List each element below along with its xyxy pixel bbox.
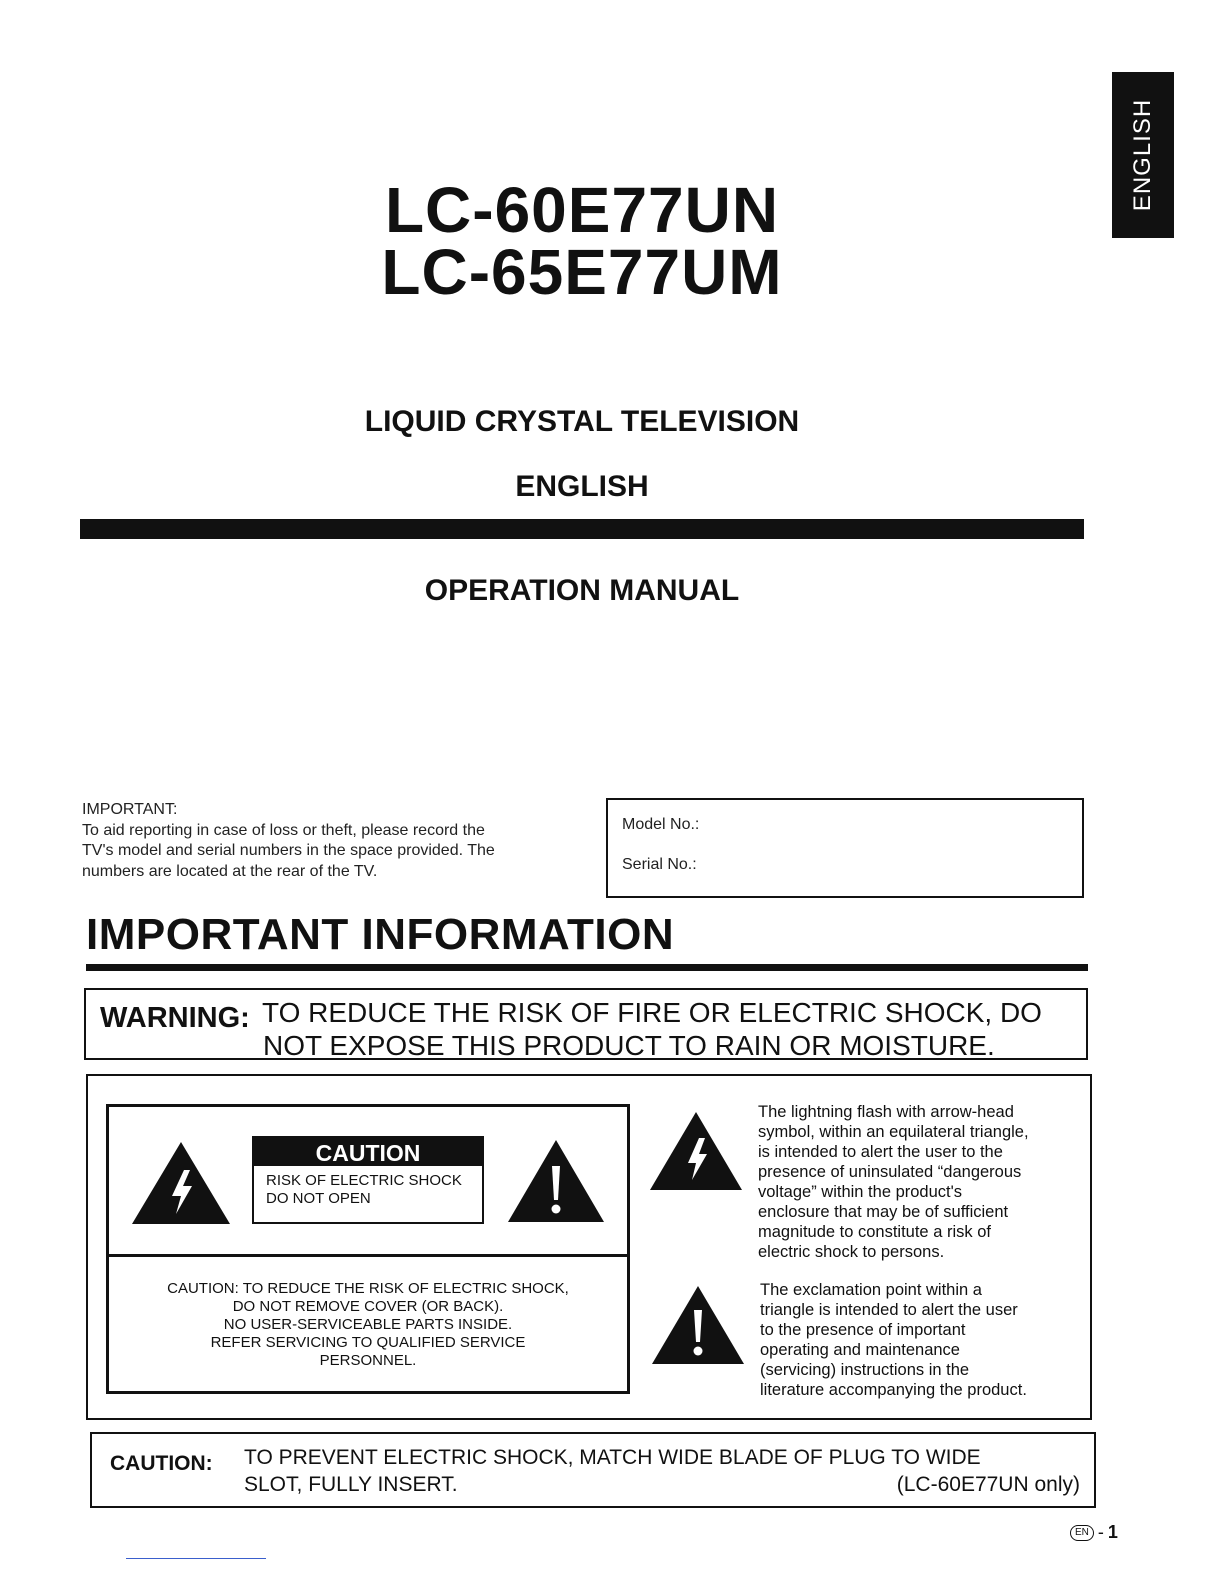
page-number-value: 1 (1107, 1522, 1118, 1542)
caution-label-header: CAUTION (254, 1138, 482, 1166)
caution-panel-line: DO NOT REMOVE COVER (OR BACK). (232, 1298, 504, 1315)
plug-caution-box (90, 1432, 1096, 1508)
plug-caution-label: CAUTION: (110, 1452, 213, 1475)
caution-panel-divider (106, 1254, 630, 1257)
title-divider (80, 519, 1084, 539)
language-badge: EN (1070, 1525, 1094, 1541)
language-title: ENGLISH (515, 470, 649, 503)
description-line: enclosure that may be of sufficient (758, 1203, 1009, 1221)
plug-caution-line: TO PREVENT ELECTRIC SHOCK, MATCH WIDE BLADE OF PLUG TO WIDE (244, 1446, 981, 1469)
caution-label-line: DO NOT OPEN (266, 1190, 371, 1207)
serial-no-field[interactable]: Serial No.: (622, 856, 697, 873)
important-note (82, 800, 582, 882)
caution-label (252, 1136, 484, 1224)
description-line: magnitude to constitute a risk of (758, 1223, 991, 1241)
description-line: to the presence of important (760, 1321, 966, 1339)
warning-box (84, 988, 1088, 1060)
description-line: The exclamation point within a (760, 1281, 982, 1299)
description-line: voltage” within the product's (758, 1183, 963, 1201)
description-line: electric shock to persons. (758, 1243, 945, 1261)
exclamation-description (760, 1280, 1080, 1400)
description-line: operating and maintenance (760, 1341, 960, 1359)
lightning-description (758, 1102, 1078, 1262)
caution-panel-text (110, 1280, 626, 1370)
caution-panel-line: CAUTION: TO REDUCE THE RISK OF ELECTRIC SHOCK, (167, 1280, 569, 1297)
section-heading: IMPORTANT INFORMATION (86, 910, 675, 959)
warning-line: TO REDUCE THE RISK OF FIRE OR ELECTRIC SHOCK, DO (262, 997, 1042, 1028)
description-line: is intended to alert the user to the (758, 1143, 1003, 1161)
page-number (1070, 1522, 1118, 1543)
exclamation-triangle-icon (506, 1138, 606, 1224)
caution-panel-line: PERSONNEL. (319, 1352, 417, 1369)
footer-line (126, 1558, 266, 1559)
description-line: The lightning flash with arrow-head (758, 1103, 1014, 1121)
exclamation-triangle-icon (650, 1284, 746, 1366)
description-line: literature accompanying the product. (760, 1381, 1027, 1399)
important-note-heading: IMPORTANT: (82, 801, 178, 818)
description-line: presence of uninsulated “dangerous (758, 1163, 1022, 1181)
warning-label: WARNING: (100, 1002, 250, 1034)
warning-text (262, 996, 1062, 1062)
description-line: symbol, within an equilateral triangle, (758, 1123, 1029, 1141)
caution-panel-line: REFER SERVICING TO QUALIFIED SERVICE (210, 1334, 526, 1351)
language-tab-label: ENGLISH (1129, 98, 1156, 212)
important-note-line: To aid reporting in case of loss or theft, please record the (82, 821, 485, 839)
lightning-triangle-icon (648, 1110, 744, 1192)
model-number-1: LC-60E77UN (384, 174, 780, 246)
model-no-field[interactable]: Model No.: (622, 816, 700, 833)
page-separator: - (1097, 1522, 1104, 1542)
manual-title: OPERATION MANUAL (424, 574, 740, 607)
description-line: (servicing) instructions in the (760, 1361, 970, 1379)
warning-line: NOT EXPOSE THIS PRODUCT TO RAIN OR MOISTURE. (263, 1030, 995, 1061)
record-box (606, 798, 1084, 898)
important-note-line: numbers are located at the rear of the TV. (82, 862, 378, 880)
caution-label-line: RISK OF ELECTRIC SHOCK (266, 1172, 462, 1189)
caution-panel-line: NO USER-SERVICEABLE PARTS INSIDE. (223, 1316, 513, 1333)
lightning-triangle-icon (130, 1140, 232, 1226)
section-divider (86, 964, 1088, 971)
caution-label-text (266, 1172, 462, 1208)
description-line: triangle is intended to alert the user (760, 1301, 1018, 1319)
model-number-2: LC-65E77UM (381, 236, 783, 308)
important-note-line: TV's model and serial numbers in the space provided. The (82, 842, 495, 859)
product-type: LIQUID CRYSTAL TELEVISION (364, 405, 800, 438)
plug-caution-note: (LC-60E77UN only) (896, 1473, 1080, 1496)
plug-caution-line: SLOT, FULLY INSERT. (244, 1473, 458, 1496)
